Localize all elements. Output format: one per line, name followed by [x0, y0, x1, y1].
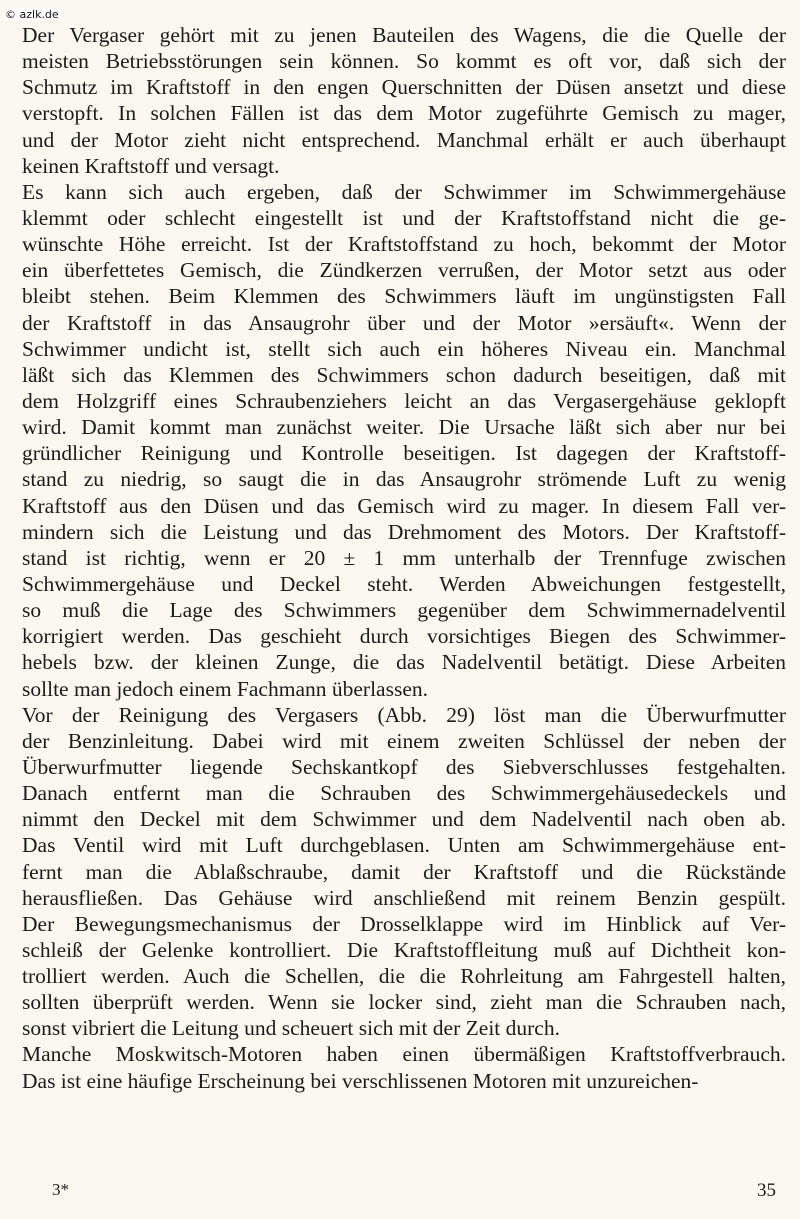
text-line: Schwimmer undicht ist, stellt sich auch ein höheres Niveau ein. Manchmal — [22, 336, 786, 361]
text-line: stand zu niedrig, so saugt die in das Ansaugrohr strömende Luft zu wenig — [22, 467, 786, 492]
text-line: sonst vibriert die Leitung und scheuert sich mit der Zeit durch. — [22, 1016, 560, 1041]
text-line: korrigiert werden. Das geschieht durch vorsichtiges Biegen des Schwimmer- — [22, 624, 786, 649]
text-line: läßt sich das Klemmen des Schwimmers schon dadurch beseitigen, daß mit — [22, 362, 786, 387]
text-line: Vor der Reinigung des Vergasers (Abb. 29) löst man die Überwurfmutter — [22, 702, 786, 727]
text-line: und der Motor zieht nicht entsprechend. Manchmal erhält er auch überhaupt — [22, 127, 786, 152]
text-line: trolliert werden. Auch die Schellen, die die Rohrleitung am Fahrgestell halten, — [22, 964, 786, 989]
text-line: Kraftstoff aus den Düsen und das Gemisch wird zu mager. In diesem Fall ver- — [22, 493, 786, 518]
text-line: wünschte Höhe erreicht. Ist der Kraftstoffstand zu hoch, bekommt der Motor — [22, 232, 786, 257]
text-line: mindern sich die Leistung und das Drehmoment des Motors. Der Kraftstoff- — [22, 519, 786, 544]
text-line: herausfließen. Das Gehäuse wird anschließend mit reinem Benzin gespült. — [22, 885, 786, 910]
text-line: sollten überprüft werden. Wenn sie locker sind, zieht man die Schrauben nach, — [22, 990, 786, 1015]
text-line: wird. Damit kommt man zunächst weiter. Die Ursache läßt sich aber nur bei — [22, 415, 786, 440]
text-line: so muß die Lage des Schwimmers gegenüber dem Schwimmernadelventil — [22, 598, 786, 623]
text-line: Schmutz im Kraftstoff in den engen Querschnitten der Düsen ansetzt und diese — [22, 75, 786, 100]
text-line: Das ist eine häufige Erscheinung bei verschlissenen Motoren mit unzureichen- — [22, 1068, 699, 1093]
text-line: verstopft. In solchen Fällen ist das dem Motor zugeführte Gemisch zu mager, — [22, 101, 786, 126]
text-line: der Benzinleitung. Dabei wird mit einem zweiten Schlüssel der neben der — [22, 728, 786, 753]
text-line: sollte man jedoch einem Fachmann überlassen. — [22, 676, 428, 701]
paragraph — [22, 702, 786, 1042]
signature-mark: 3* — [52, 1180, 69, 1199]
text-line: Danach entfernt man die Schrauben des Schwimmergehäusedeckels und — [22, 781, 786, 806]
paragraph — [22, 22, 786, 179]
page-number: 35 — [757, 1180, 776, 1201]
text-line: Manche Moskwitsch-Motoren haben einen übermäßigen Kraftstoffverbrauch. — [22, 1042, 786, 1067]
text-line: klemmt oder schlecht eingestellt ist und der Kraftstoffstand nicht die ge- — [22, 205, 786, 230]
text-line: nimmt den Deckel mit dem Schwimmer und dem Nadelventil nach oben ab. — [22, 807, 786, 832]
text-line: der Kraftstoff in das Ansaugrohr über und der Motor »ersäuft«. Wenn der — [22, 310, 786, 335]
text-line: dem Holzgriff eines Schraubenziehers leicht an das Vergasergehäuse geklopft — [22, 388, 786, 413]
text-line: Überwurfmutter liegende Sechskantkopf des Siebverschlusses festgehalten. — [22, 754, 786, 779]
text-line: gründlicher Reinigung und Kontrolle beseitigen. Ist dagegen der Kraftstoff- — [22, 441, 786, 466]
text-line: stand ist richtig, wenn er 20 ± 1 mm unterhalb der Trennfuge zwischen — [22, 545, 786, 570]
text-line: Der Vergaser gehört mit zu jenen Bauteilen des Wagens, die die Quelle der — [22, 23, 786, 47]
text-line: bleibt stehen. Beim Klemmen des Schwimmers läuft im ungünstigsten Fall — [22, 284, 786, 309]
text-line: Es kann sich auch ergeben, daß der Schwimmer im Schwimmergehäuse — [22, 179, 786, 204]
body-text — [22, 22, 786, 1094]
paragraph — [22, 1041, 786, 1093]
text-line: Der Bewegungsmechanismus der Drosselklappe wird im Hinblick auf Ver- — [22, 911, 786, 936]
source-watermark: © azlk.de — [5, 8, 59, 21]
text-line: ein überfettetes Gemisch, die Zündkerzen verrußen, der Motor setzt aus oder — [22, 258, 786, 283]
text-line: Das Ventil wird mit Luft durchgeblasen. Unten am Schwimmergehäuse ent- — [22, 833, 786, 858]
text-line: hebels bzw. der kleinen Zunge, die das Nadelventil betätigt. Diese Arbeiten — [22, 650, 786, 675]
text-line: fernt man die Ablaßschraube, damit der Kraftstoff und die Rückstände — [22, 859, 786, 884]
text-line: keinen Kraftstoff und versagt. — [22, 153, 280, 178]
text-line: meisten Betriebsstörungen sein können. So kommt es oft vor, daß sich der — [22, 49, 786, 74]
text-line: schleiß der Gelenke kontrolliert. Die Kraftstoffleitung muß auf Dichtheit kon- — [22, 937, 786, 962]
text-line: Schwimmergehäuse und Deckel steht. Werden Abweichungen festgestellt, — [22, 571, 786, 596]
paragraph — [22, 179, 786, 702]
